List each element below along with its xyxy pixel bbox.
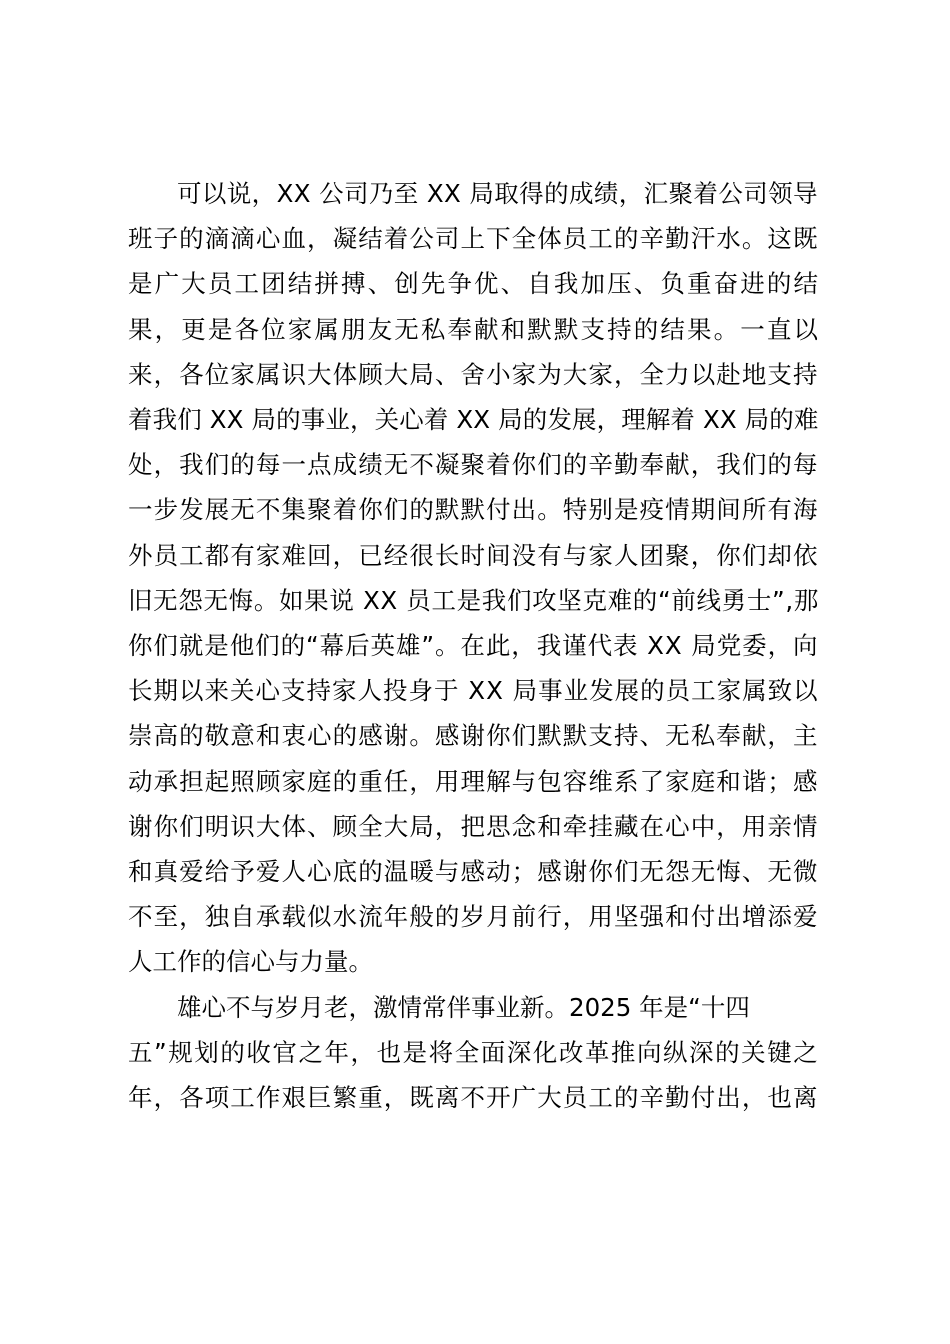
- paragraph-1-line-8: 一步发展无不集聚着你们的默默付出。特别是疫情期间所有海: [128, 495, 819, 525]
- paragraph-1-line-13: 崇高的敬意和衷心的感谢。感谢你们默默支持、无私奉献，主: [128, 721, 819, 751]
- paragraph-1-line-10: 旧无怨无悔。如果说 XX 员工是我们攻坚克难的“前线勇士”,那: [128, 585, 819, 615]
- paragraph-1-line-6: 着我们 XX 局的事业，关心着 XX 局的发展，理解着 XX 局的难: [128, 405, 819, 434]
- paragraph-1-line-16: 和真爱给予爱人心底的温暖与感动；感谢你们无怨无悔、无微: [128, 857, 819, 886]
- paragraph-2-line-3: 年，各项工作艰巨繁重，既离不开广大员工的辛勤付出，也离: [128, 1083, 819, 1112]
- paragraph-1-line-18: 人工作的信心与力量。: [128, 947, 373, 977]
- paragraph-1-line-7: 处，我们的每一点成绩无不凝聚着你们的辛勤奉献，我们的每: [128, 450, 819, 480]
- paragraph-1-line-17: 不至，独自承载似水流年般的岁月前行，用坚强和付出增添爱: [128, 902, 819, 932]
- paragraph-1-line-2: 班子的滴滴心血，凝结着公司上下全体员工的辛勤汗水。这既: [128, 224, 819, 254]
- paragraph-1-line-11: 你们就是他们的“幕后英雄”。在此，我谨代表 XX 局党委，向: [128, 631, 819, 660]
- paragraph-1-line-14: 动承担起照顾家庭的重任，用理解与包容维系了家庭和谐；感: [128, 766, 819, 796]
- paragraph-1-line-1: 可以说，XX 公司乃至 XX 局取得的成绩，汇聚着公司领导: [177, 179, 818, 208]
- paragraph-2-line-1: 雄心不与岁月老，激情常伴事业新。2025 年是“十四: [177, 992, 750, 1022]
- paragraph-2-line-2: 五”规划的收官之年，也是将全面深化改革推向纵深的关键之: [128, 1037, 820, 1067]
- paragraph-1-line-15: 谢你们明识大体、顾全大局，把思念和牵挂藏在心中，用亲情: [128, 811, 819, 841]
- paragraph-1-line-12: 长期以来关心支持家人投身于 XX 局事业发展的员工家属致以: [128, 676, 819, 706]
- paragraph-1-line-4: 果，更是各位家属朋友无私奉献和默默支持的结果。一直以: [128, 314, 821, 344]
- paragraph-1-line-3: 是广大员工团结拼搏、创先争优、自我加压、负重奋进的结: [128, 269, 821, 299]
- paragraph-1-line-5: 来，各位家属识大体顾大局、舍小家为大家，全力以赴地支持: [128, 359, 819, 389]
- paragraph-1-line-9: 外员工都有家难回，已经很长时间没有与家人团聚，你们却依: [128, 540, 819, 570]
